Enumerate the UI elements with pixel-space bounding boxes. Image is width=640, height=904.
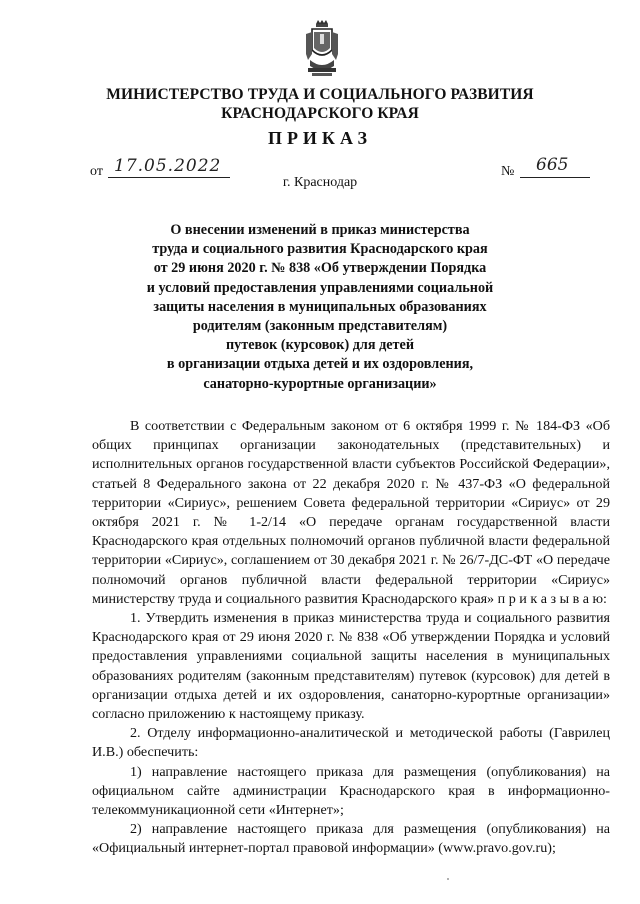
item-2-1-paragraph: 1) направление настоящего приказа для размещения (опубликования) на официальном сайте администрации Краснодарского края в информационно-телекоммуникационной сети «Интернет»; bbox=[92, 763, 610, 819]
title-line: О внесении изменений в приказ министерства bbox=[170, 222, 470, 238]
scan-speck bbox=[447, 878, 449, 880]
title-line: и условий предоставления управлениями социальной bbox=[146, 279, 494, 296]
title-line: путевок (курсовок) для детей bbox=[225, 337, 414, 354]
city-name: г. Краснодар bbox=[282, 175, 358, 190]
date-label: от bbox=[90, 164, 103, 179]
item-2-paragraph: 2. Отделу информационно-аналитической и методической работы (Гаврилец И.В.) обеспечить: bbox=[92, 725, 610, 761]
handwritten-number: 665 bbox=[536, 155, 569, 175]
document-title bbox=[140, 221, 500, 394]
ministry-name-line2: КРАСНОДАРСКОГО КРАЯ bbox=[221, 105, 419, 122]
handwritten-date: 17.05.2022 bbox=[114, 156, 222, 176]
coat-of-arms-emblem bbox=[304, 20, 340, 78]
document-body bbox=[92, 417, 610, 859]
title-line: труда и социального развития Краснодарского края bbox=[152, 241, 488, 258]
title-line: родителям (законным представителям) bbox=[192, 318, 448, 335]
title-line: санаторно-курортные организации» bbox=[203, 375, 437, 392]
title-line: в организации отдыха детей и их оздоровления, bbox=[166, 356, 474, 373]
preamble-paragraph: В соответствии с Федеральным законом от 6 октября 1999 г. № 184-ФЗ «Об общих принципах организации законодательных (представительных) и исполнительных органов государственной власти субъектов Российской Федерации», статьей 8 Федерального закона от 22 декабря 2020 г. № 437-ФЗ «О федеральной территории «Сириус», решением Совета федеральной территории «Сириус» от 29 октября 2021 г. № 1-2/14 «О передаче органам государственной власти Краснодарского края отдельных полномочий органов публичной власти федеральной территории «Сириус», соглашением от 30 декабря 2021 г. № 26/7-ДС-ФТ «О передаче полномочий органов публичной власти федеральной территории «Сириус» министерству труда и социального развития Краснодарского края» п р и к а з ы в а ю: bbox=[92, 418, 610, 607]
number-label: № bbox=[501, 164, 515, 179]
ministry-name-line1: МИНИСТЕРСТВО ТРУДА И СОЦИАЛЬНОГО РАЗВИТИЯ bbox=[106, 86, 534, 103]
title-line: от 29 июня 2020 г. № 838 «Об утверждении Порядка bbox=[153, 260, 487, 277]
document-type-heading: ПРИКАЗ bbox=[267, 128, 373, 148]
title-line: защиты населения в муниципальных образованиях bbox=[153, 298, 487, 315]
item-2-2-paragraph: 2) направление настоящего приказа для размещения (опубликования) на «Официальный интернет-портал правовой информации» (www.pravo.gov.ru); bbox=[92, 821, 610, 857]
item-1-paragraph: 1. Утвердить изменения в приказ министерства труда и социального развития Краснодарского края от 29 июня 2020 г. № 838 «Об утверждении Порядка и условий предоставления управлениями социальной защиты населения в муниципальных образованиях родителям (законным представителям) путевок (курсовок) для детей в организации отдыха детей и их оздоровления, санаторно-курортные организации» согласно приложению к настоящему приказу. bbox=[92, 610, 610, 723]
